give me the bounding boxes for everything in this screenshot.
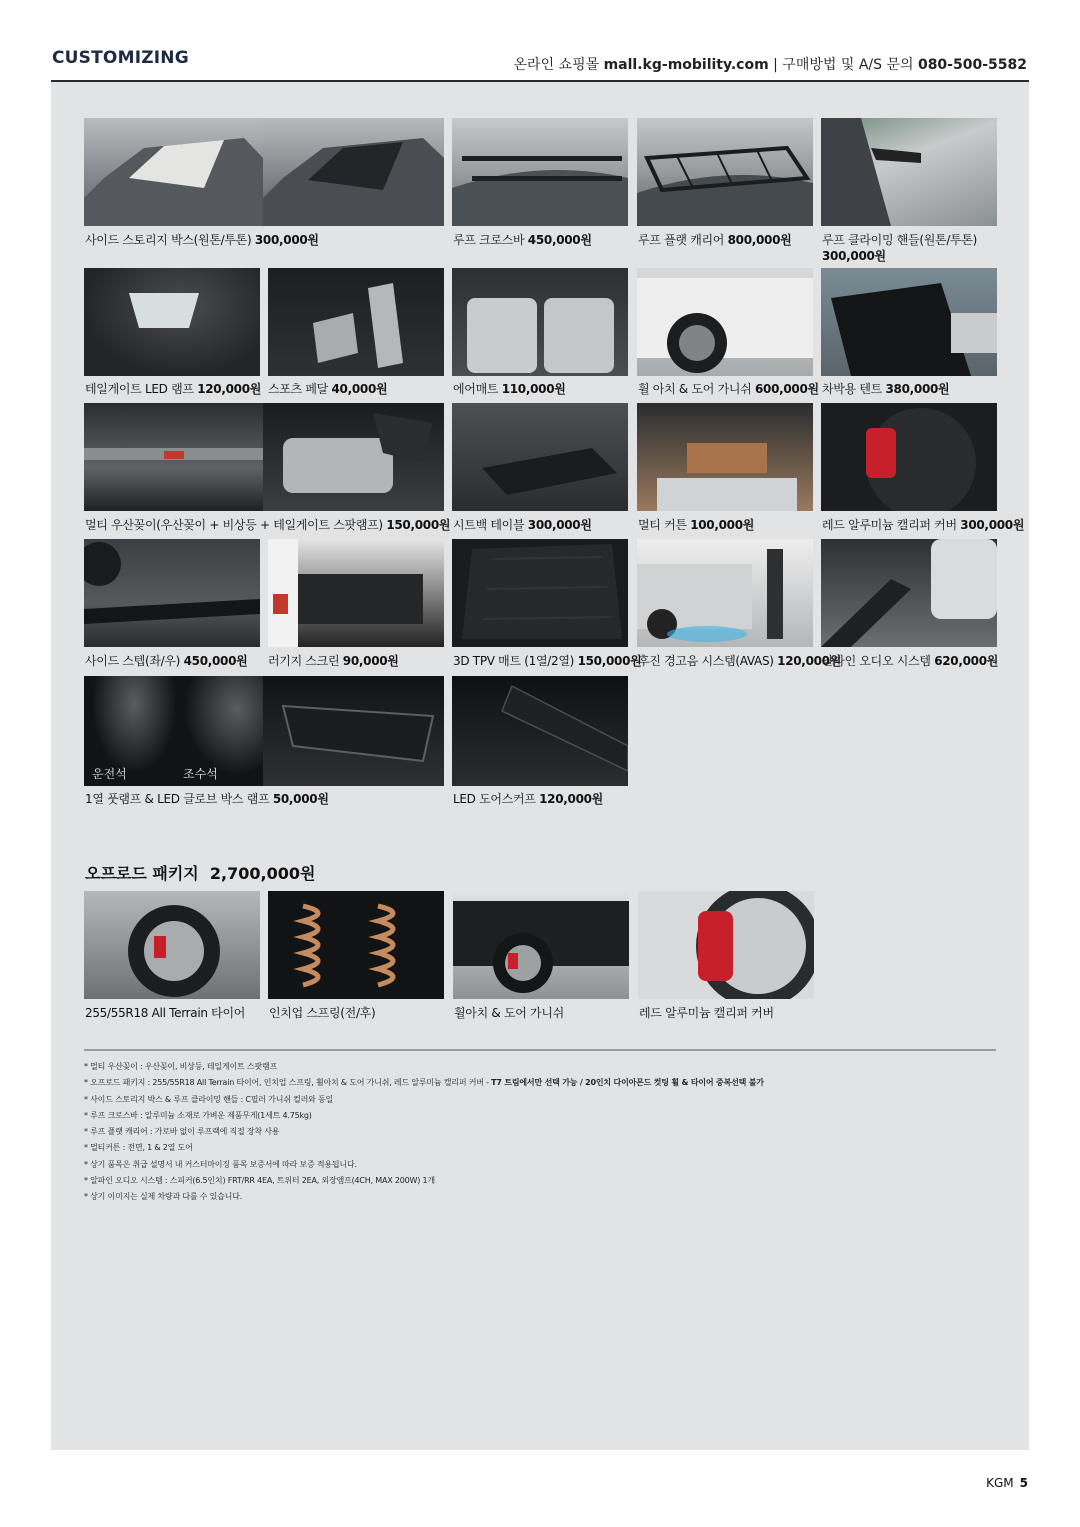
car-camping-tent-photo [821,268,997,376]
multi-curtain-photo [637,403,813,511]
package-item-caption: 휠아치 & 도어 가니쉬 [454,1006,564,1020]
notes-divider [84,1049,996,1051]
footnote: * 사이드 스토리지 박스 & 루프 클라이밍 핸들 : C필러 가니쉬 컬러와 동일 [84,1094,334,1104]
inquiry-label: 구매방법 및 A/S 문의 [782,57,914,73]
item-caption: 스포츠 페달 40,000원 [268,382,388,396]
alpine-audio-system-photo [821,539,997,647]
all-terrain-tire-photo [84,891,260,999]
header-contact [514,54,1027,74]
item-caption: 3D TPV 매트 (1열/2열) 150,000원 [453,654,642,668]
side-storage-box-photo-2 [263,118,444,226]
package-item-caption: 255/55R18 All Terrain 타이어 [85,1006,246,1020]
roof-climbing-handle-photo [821,118,997,226]
brand-mark: KGM [986,1476,1014,1490]
item-caption: 시트백 테이블 300,000원 [453,518,592,532]
phone-number: 080-500-5582 [917,57,1027,73]
footnote: * 알파인 오디오 시스템 : 스피커(6.5인치) FRT/RR 4EA, 트위터 2EA, 외장앰프(4CH, MAX 200W) 1개 [84,1176,435,1186]
footnotes [84,1059,764,1206]
footnote: * 멀티 우산꽂이 : 우산꽂이, 비상등, 테일게이트 스팟램프 [84,1062,277,1071]
multi-umbrella-holder-photo-1 [84,403,263,511]
page-section-title: CUSTOMIZING [52,48,189,68]
item-caption: 휠 아치 & 도어 가니쉬 600,000원 [638,382,819,396]
3d-tpv-mat-photo [452,539,628,647]
roof-flat-carrier-photo [637,118,813,226]
led-glove-box-lamp-photo [263,676,444,786]
driver-seat-label: 운전석 [92,767,127,781]
wheel-arch-door-garnish-photo [637,268,813,376]
footnote: * 상기 이미지는 실제 차량과 다를 수 있습니다. [84,1192,243,1202]
wheel-arch-garnish-package-photo [453,891,629,999]
sports-pedal-photo [268,268,444,376]
package-item-caption: 인치업 스프링(전/후) [269,1006,376,1020]
inch-up-spring-photo [268,891,444,999]
roof-crossbar-photo [452,118,628,226]
footnote: * 오프로드 패키지 : 255/55R18 All Terrain 타이어, 인치업 스프링, 휠아치 & 도어 가니쉬, 레드 알루미늄 캘리퍼 커버 - T7 트림에서만 선택 가능 / 20인치 다이아몬드 컷팅 휠 & 타이어 중복선택 불가 [84,1078,764,1088]
item-caption: 사이드 스텝(좌/우) 450,000원 [85,654,248,668]
item-caption: 테일게이트 LED 램프 120,000원 [85,382,262,396]
offroad-package-title: 오프로드 패키지 2,700,000원 [85,864,316,883]
foot-lamp-driver-photo [84,676,175,786]
item-caption: 멀티 우산꽂이(우산꽂이 + 비상등 + 테일게이트 스팟램프) 150,000원 [85,518,451,532]
item-caption: 사이드 스토리지 박스(원톤/투톤) 300,000원 [85,233,319,247]
footnote: * 멀티커튼 : 전면, 1 & 2열 도어 [84,1143,193,1153]
red-caliper-package-photo [638,891,814,999]
package-item-caption: 레드 알루미늄 캘리퍼 커버 [639,1006,774,1020]
item-caption: 알파인 오디오 시스템 620,000원 [822,654,999,668]
multi-umbrella-holder-photo-2 [263,403,444,511]
item-caption: 차박용 텐트 380,000원 [822,382,950,396]
item-caption: 후진 경고음 시스템(AVAS) 120,000원 [638,654,842,668]
item-caption: 1열 풋램프 & LED 글로브 박스 램프 50,000원 [85,792,329,806]
item-caption: 멀티 커튼 100,000원 [638,518,755,532]
footnote: * 루프 크로스바 : 알루미늄 소재로 가벼운 제품무게(1세트 4.75kg) [84,1110,312,1120]
side-storage-box-photo-1 [84,118,263,226]
page-number: 5 [1019,1476,1028,1490]
shop-url-link[interactable]: mall.kg-mobility.com [603,57,769,73]
luggage-screen-photo [268,539,444,647]
foot-lamp-passenger-photo [175,676,263,786]
header-separator: | [773,57,778,73]
footnote: * 상기 품목은 취급 설명서 내 커스터마이징 품목 보증서에 따라 보증 적용됩니다. [84,1159,357,1169]
item-caption: 루프 플랫 캐리어 800,000원 [638,233,792,247]
passenger-seat-label: 조수석 [183,767,218,781]
page-footer [986,1476,1028,1490]
item-caption: 루프 클라이밍 핸들(원톤/투톤) 300,000원 [822,233,978,263]
item-caption: 에어매트 110,000원 [453,382,566,396]
avas-warning-system-photo [637,539,813,647]
led-door-scuff-photo [452,676,628,786]
tailgate-led-lamp-photo [84,268,260,376]
seatback-table-photo [452,403,628,511]
item-caption: 레드 알루미늄 캘리퍼 커버 300,000원 [822,518,1025,532]
shop-label: 온라인 쇼핑몰 [513,57,600,73]
item-caption: LED 도어스커프 120,000원 [453,792,603,806]
item-caption: 루프 크로스바 450,000원 [453,233,592,247]
air-mattress-photo [452,268,628,376]
item-caption: 러기지 스크린 90,000원 [268,654,399,668]
footnote: * 루프 플랫 캐리어 : 가로바 없이 루프랙에 직접 장착 사용 [84,1127,280,1137]
side-step-photo [84,539,260,647]
red-caliper-cover-photo [821,403,997,511]
